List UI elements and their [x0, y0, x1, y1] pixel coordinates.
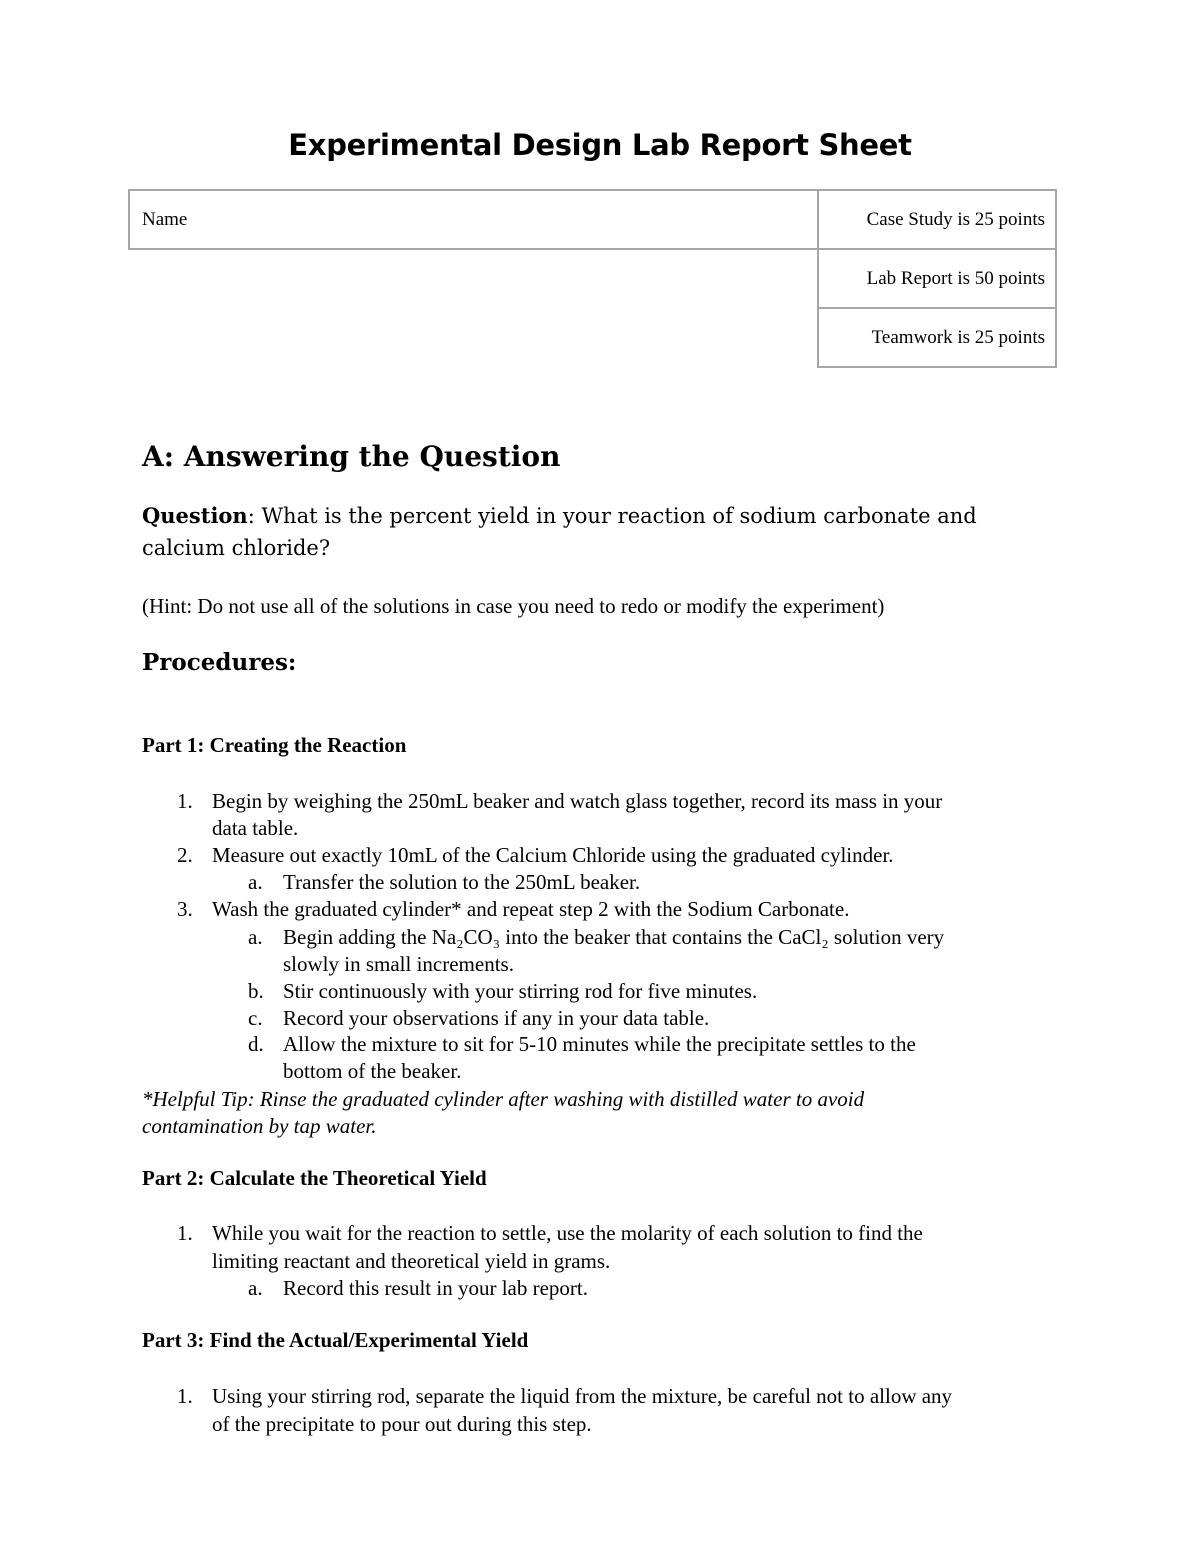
hint-text: (Hint: Do not use all of the solutions in case you need to redo or modify the experiment): [142, 594, 885, 618]
procedures-heading: Procedures:: [142, 649, 297, 676]
sublist-letter: a.: [248, 925, 263, 949]
list-number: 3.: [177, 897, 193, 921]
list-item: of the precipitate to pour out during this step.: [212, 1412, 592, 1436]
sublist-item: Allow the mixture to sit for 5-10 minutes while the precipitate settles to the: [283, 1032, 916, 1056]
list-item: Begin by weighing the 250mL beaker and watch glass together, record its mass in your: [212, 789, 943, 813]
section-a-heading: A: Answering the Question: [142, 440, 561, 473]
sublist-letter: b.: [248, 979, 264, 1003]
list-number: 1.: [177, 1221, 193, 1245]
helpful-tip: *Helpful Tip: Rinse the graduated cylinder after washing with distilled water to avoid: [142, 1087, 865, 1111]
part3-heading: Part 3: Find the Actual/Experimental Yield: [142, 1328, 529, 1352]
sublist-item: Record your observations if any in your data table.: [283, 1006, 710, 1030]
list-number: 1.: [177, 1384, 193, 1408]
question-label: Question: [142, 503, 248, 528]
sublist-letter: c.: [248, 1006, 263, 1030]
part2-heading: Part 2: Calculate the Theoretical Yield: [142, 1166, 487, 1190]
list-number: 1.: [177, 789, 193, 813]
sublist-letter: a.: [248, 1276, 263, 1300]
document-title: Experimental Design Lab Report Sheet: [288, 128, 912, 162]
list-item: Using your stirring rod, separate the liquid from the mixture, be careful not to allow any: [212, 1384, 953, 1408]
list-item: data table.: [212, 816, 299, 840]
sublist-item: Begin adding the Na₂CO₃ into the beaker that contains the CaCl₂ solution very: [283, 925, 945, 949]
question-paragraph: [142, 500, 1042, 564]
list-item: limiting reactant and theoretical yield in grams.: [212, 1249, 611, 1273]
helpful-tip: contamination by tap water.: [142, 1114, 377, 1138]
sublist-item: slowly in small increments.: [283, 952, 514, 976]
sublist-letter: a.: [248, 870, 263, 894]
sublist-letter: d.: [248, 1032, 264, 1056]
case-study-points-cell: Case Study is 25 points: [817, 189, 1057, 250]
list-item: While you wait for the reaction to settle, use the molarity of each solution to find the: [212, 1221, 923, 1245]
question-text: : What is the percent yield in your reaction of sodium carbonate and calcium chloride?: [142, 504, 977, 560]
list-number: 2.: [177, 843, 193, 867]
teamwork-points-cell: Teamwork is 25 points: [817, 307, 1057, 368]
name-field[interactable]: Name: [128, 189, 820, 250]
sublist-item: Record this result in your lab report.: [283, 1276, 589, 1300]
part1-heading: Part 1: Creating the Reaction: [142, 733, 407, 757]
list-item: Wash the graduated cylinder* and repeat step 2 with the Sodium Carbonate.: [212, 897, 850, 921]
sublist-item: bottom of the beaker.: [283, 1059, 462, 1083]
list-item: Measure out exactly 10mL of the Calcium Chloride using the graduated cylinder.: [212, 843, 894, 867]
lab-report-points-cell: Lab Report is 50 points: [817, 248, 1057, 309]
sublist-item: Transfer the solution to the 250mL beaker.: [283, 870, 641, 894]
sublist-item: Stir continuously with your stirring rod for five minutes.: [283, 979, 758, 1003]
info-table: [128, 189, 1057, 369]
